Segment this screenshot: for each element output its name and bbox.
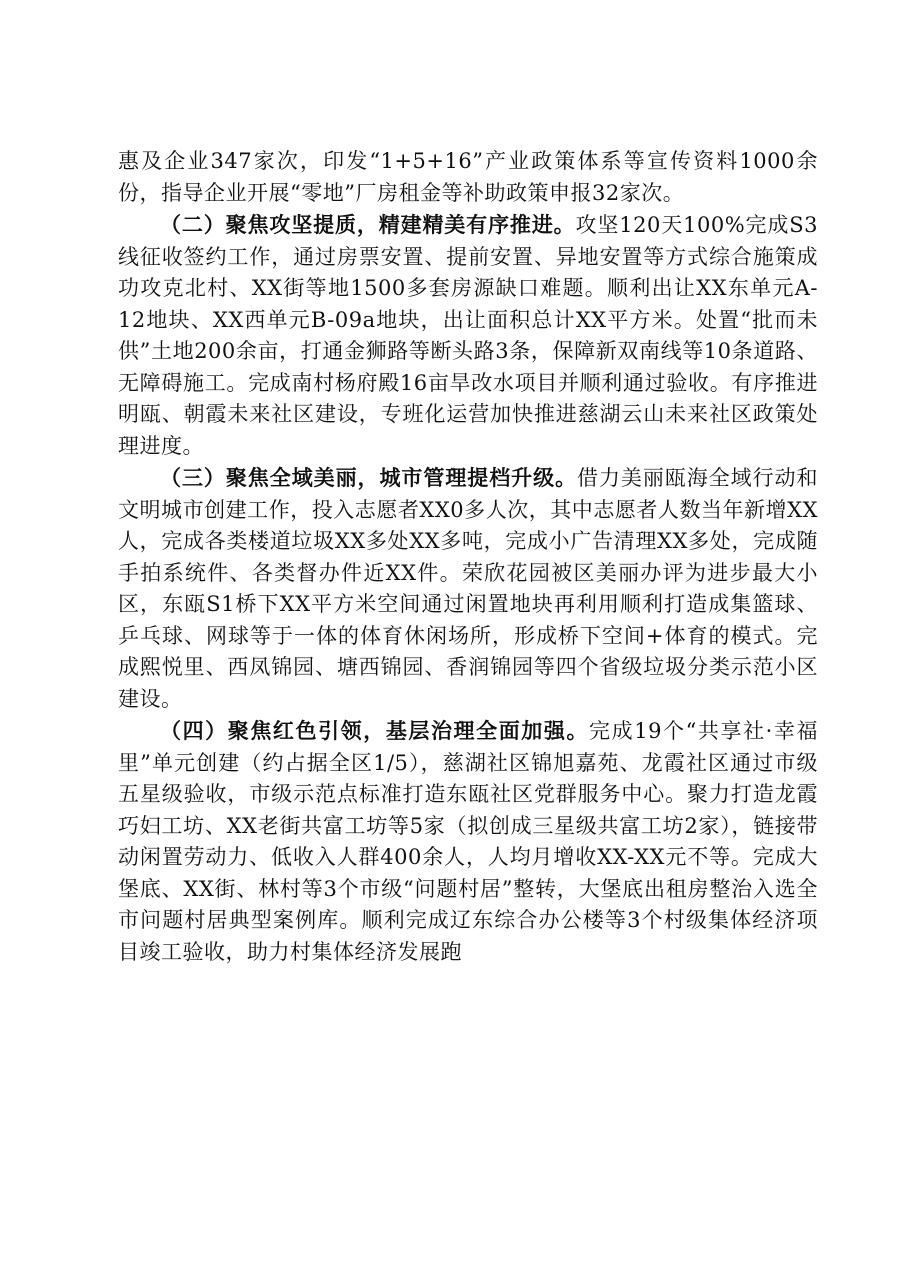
section-heading: （四）聚焦红色引领，基层治理全面加强。 (160, 718, 590, 743)
paragraph-text: 完成19个“共享社·幸福里”单元创建（约占据全区1/5），慈湖社区锦旭嘉苑、龙霞社区通过市级五星级验收，市级示范点标准打造东瓯社区党群服务中心。聚力打造龙霞巧妇工坊、XX老街共富工坊等5家（拟创成三星级共富工坊2家），链接带动闲置劳动力、低收入人群400余人，人均月增收XX-XX元不等。完成大堡底、XX街、林村等3个市级“问题村居”整转，大堡底出租房整治入选全市问题村居典型案例库。顺利完成辽东综合办公楼等3个村级集体经济项目竣工验收，助力村集体经济发展跑 (118, 719, 818, 964)
paragraph-continuation (118, 146, 818, 209)
paragraph-section-4 (118, 715, 818, 968)
paragraph-section-2 (118, 209, 818, 462)
paragraph-text: 攻坚120天100%完成S3线征收签约工作，通过房票安置、提前安置、异地安置等方式综合施策成功攻克北村、XX街等地1500多套房源缺口难题。顺利出让XX东单元A-12地块、XX西单元B-09a地块，出让面积总计XX平方米。处置“批而未供”土地200余亩，打通金狮路等断头路3条，保障新双南线等10条道路、无障碍施工。完成南村杨府殿16亩旱改水项目并顺利通过验收。有序推进明瓯、朝霞未来社区建设，专班化运营加快推进慈湖云山未来社区政策处理进度。 (118, 213, 819, 458)
section-heading: （三）聚焦全域美丽，城市管理提档升级。 (160, 465, 578, 490)
section-heading: （二）聚焦攻坚提质，精建精美有序推进。 (160, 212, 576, 237)
paragraph-text: 惠及企业347家次，印发“1+5+16”产业政策体系等宣传资料1000余份，指导企业开展“零地”厂房租金等补助政策申报32家次。 (118, 149, 818, 205)
paragraph-text: 借力美丽瓯海全域行动和文明城市创建工作，投入志愿者XX0多人次，其中志愿者人数当年新增XX人，完成各类楼道垃圾XX多处XX多吨，完成小广告清理XX多处，完成随手拍系统件、各类督办件近XX件。荣欣花园被区美丽办评为进步最大小区，东瓯S1桥下XX平方米空间通过闲置地块再利用顺利打造成集篮球、乒乓球、网球等于一体的体育休闲场所，形成桥下空间+体育的模式。完成熙悦里、西凤锦园、塘西锦园、香润锦园等四个省级垃圾分类示范小区建设。 (118, 466, 818, 711)
document-body (118, 146, 818, 968)
paragraph-section-3 (118, 462, 818, 715)
